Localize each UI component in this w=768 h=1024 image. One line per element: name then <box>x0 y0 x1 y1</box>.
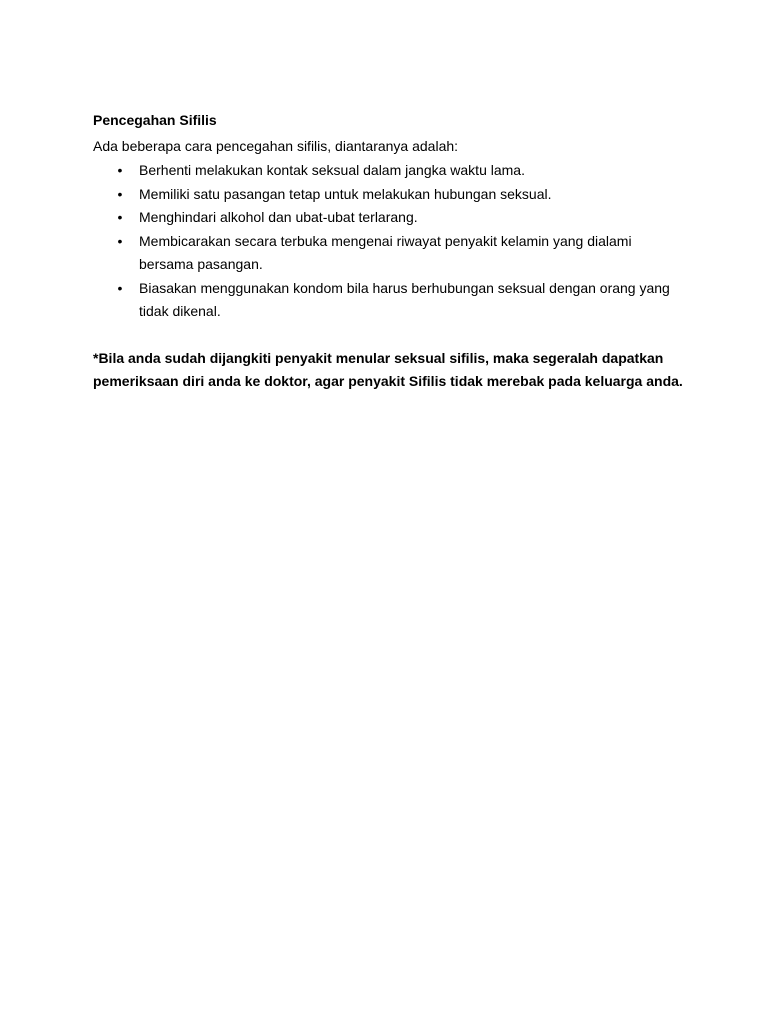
list-item <box>93 206 683 230</box>
bullet-icon: • <box>117 209 123 225</box>
bullet-icon: • <box>117 185 123 202</box>
list-item-text: Membicarakan secara terbuka mengenai riwayat penyakit kelamin yang dialami bersama pasangan. <box>139 232 632 272</box>
list-item <box>93 277 683 324</box>
prevention-list <box>93 159 683 324</box>
list-item-text: Memiliki satu pasangan tetap untuk melakukan hubungan seksual. <box>139 185 552 202</box>
document-title: Pencegahan Sifilis <box>93 112 217 128</box>
list-item-text: Berhenti melakukan kontak seksual dalam jangka waktu lama. <box>139 162 525 178</box>
list-item <box>93 183 683 207</box>
bullet-icon: • <box>117 279 123 296</box>
intro-text: Ada beberapa cara pencegahan sifilis, diantaranya adalah: <box>93 138 459 154</box>
list-item-text: Biasakan menggunakan kondom bila harus berhubungan seksual dengan orang yang tidak dikenal. <box>139 279 670 319</box>
list-item-text: Menghindari alkohol dan ubat-ubat terlarang. <box>139 209 418 225</box>
bullet-icon: • <box>117 162 123 178</box>
list-item <box>93 159 683 183</box>
bullet-icon: • <box>117 232 123 249</box>
warning-note: *Bila anda sudah dijangkiti penyakit menular seksual sifilis, maka segeralah dapatkan pemeriksaan diri anda ke doktor, agar penyakit Sifilis tidak merebak pada keluarga anda. <box>93 349 683 389</box>
document-page <box>93 110 683 394</box>
list-item <box>93 230 683 277</box>
